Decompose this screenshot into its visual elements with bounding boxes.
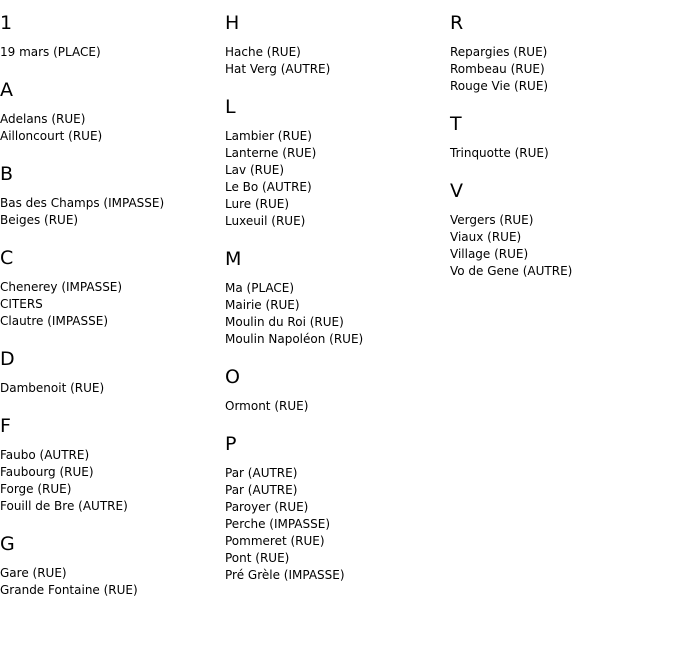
- street-list-item: Bas des Champs (IMPASSE): [0, 196, 165, 210]
- street-list: [0, 380, 225, 397]
- letter-group: [225, 366, 450, 415]
- street-list: [0, 44, 225, 61]
- letter-group: [225, 433, 450, 584]
- letter-heading: A: [0, 79, 13, 101]
- letter-group: [0, 348, 225, 397]
- letter-heading: C: [0, 247, 14, 269]
- letter-group: [0, 12, 225, 61]
- letter-heading: R: [450, 12, 464, 34]
- street-list-item: Pont (RUE): [225, 551, 290, 565]
- street-list-item: Lure (RUE): [225, 197, 290, 211]
- street-list-item: Par (AUTRE): [225, 466, 298, 480]
- street-list-item: Perche (IMPASSE): [225, 517, 331, 531]
- letter-group: [0, 79, 225, 145]
- street-list-item: Fouill de Bre (AUTRE): [0, 499, 128, 513]
- street-list-item: Moulin du Roi (RUE): [225, 315, 344, 329]
- letter-heading: G: [0, 533, 15, 555]
- letter-heading: P: [225, 433, 237, 455]
- letter-group: [225, 12, 450, 78]
- street-list-item: Lav (RUE): [225, 163, 285, 177]
- letter-heading: F: [0, 415, 11, 437]
- street-list-item: Forge (RUE): [0, 482, 72, 496]
- street-index-column-3: [450, 0, 675, 280]
- street-list-item: Ailloncourt (RUE): [0, 129, 103, 143]
- street-list-item: Ma (PLACE): [225, 281, 295, 295]
- letter-group: [0, 163, 225, 229]
- street-list-item: Luxeuil (RUE): [225, 214, 306, 228]
- letter-heading: L: [225, 96, 236, 118]
- street-list-item: Trinquotte (RUE): [450, 146, 549, 160]
- street-list-item: Pré Grèle (IMPASSE): [225, 568, 345, 582]
- street-list-item: Mairie (RUE): [225, 298, 300, 312]
- street-list-item: Ormont (RUE): [225, 399, 309, 413]
- street-list-item: Faubo (AUTRE): [0, 448, 90, 462]
- letter-group: [450, 180, 675, 280]
- letter-heading: O: [225, 366, 240, 388]
- letter-group: [225, 248, 450, 348]
- street-list: [0, 279, 225, 330]
- street-list-item: Rombeau (RUE): [450, 62, 545, 76]
- street-list: [450, 44, 675, 95]
- letter-group: [450, 113, 675, 162]
- street-list-item: Beiges (RUE): [0, 213, 79, 227]
- street-list-item: Paroyer (RUE): [225, 500, 309, 514]
- street-list-item: Vergers (RUE): [450, 213, 534, 227]
- street-list: [0, 195, 225, 229]
- street-list: [0, 565, 225, 599]
- street-list-item: Clautre (IMPASSE): [0, 314, 108, 328]
- street-list-item: Chenerey (IMPASSE): [0, 280, 123, 294]
- street-list: [0, 111, 225, 145]
- street-list: [0, 447, 225, 515]
- street-list: [225, 465, 450, 584]
- street-list-item: Rouge Vie (RUE): [450, 79, 549, 93]
- letter-group: [0, 533, 225, 599]
- letter-heading: H: [225, 12, 240, 34]
- letter-heading: V: [450, 180, 463, 202]
- street-list-item: Pommeret (RUE): [225, 534, 325, 548]
- letter-group: [225, 96, 450, 230]
- letter-heading: T: [450, 113, 462, 135]
- street-list-item: Grande Fontaine (RUE): [0, 583, 138, 597]
- letter-heading: D: [0, 348, 15, 370]
- street-list-item: Moulin Napoléon (RUE): [225, 332, 364, 346]
- letter-heading: B: [0, 163, 14, 185]
- street-list-item: Faubourg (RUE): [0, 465, 94, 479]
- street-list-item: CITERS: [0, 297, 43, 311]
- street-index-column-2: [225, 0, 450, 584]
- street-list-item: Lambier (RUE): [225, 129, 312, 143]
- letter-group: [0, 415, 225, 515]
- street-list: [225, 128, 450, 230]
- street-list-item: Gare (RUE): [0, 566, 67, 580]
- letter-group: [450, 12, 675, 95]
- letter-heading: M: [225, 248, 242, 270]
- street-list-item: Adelans (RUE): [0, 112, 86, 126]
- street-list-item: Lanterne (RUE): [225, 146, 317, 160]
- street-list: [225, 280, 450, 348]
- street-list-item: Vo de Gene (AUTRE): [450, 264, 573, 278]
- letter-group: [0, 247, 225, 330]
- street-list: [225, 44, 450, 78]
- street-list-item: Village (RUE): [450, 247, 529, 261]
- street-list-item: Dambenoit (RUE): [0, 381, 105, 395]
- street-list: [450, 212, 675, 280]
- street-list-item: Hache (RUE): [225, 45, 301, 59]
- street-list: [225, 398, 450, 415]
- street-list: [450, 145, 675, 162]
- street-list-item: Hat Verg (AUTRE): [225, 62, 331, 76]
- street-list-item: Le Bo (AUTRE): [225, 180, 312, 194]
- street-list-item: Par (AUTRE): [225, 483, 298, 497]
- street-list-item: Viaux (RUE): [450, 230, 522, 244]
- street-list-item: Repargies (RUE): [450, 45, 548, 59]
- street-list-item: 19 mars (PLACE): [0, 45, 101, 59]
- street-index-column-1: [0, 0, 225, 599]
- letter-heading: 1: [0, 12, 13, 34]
